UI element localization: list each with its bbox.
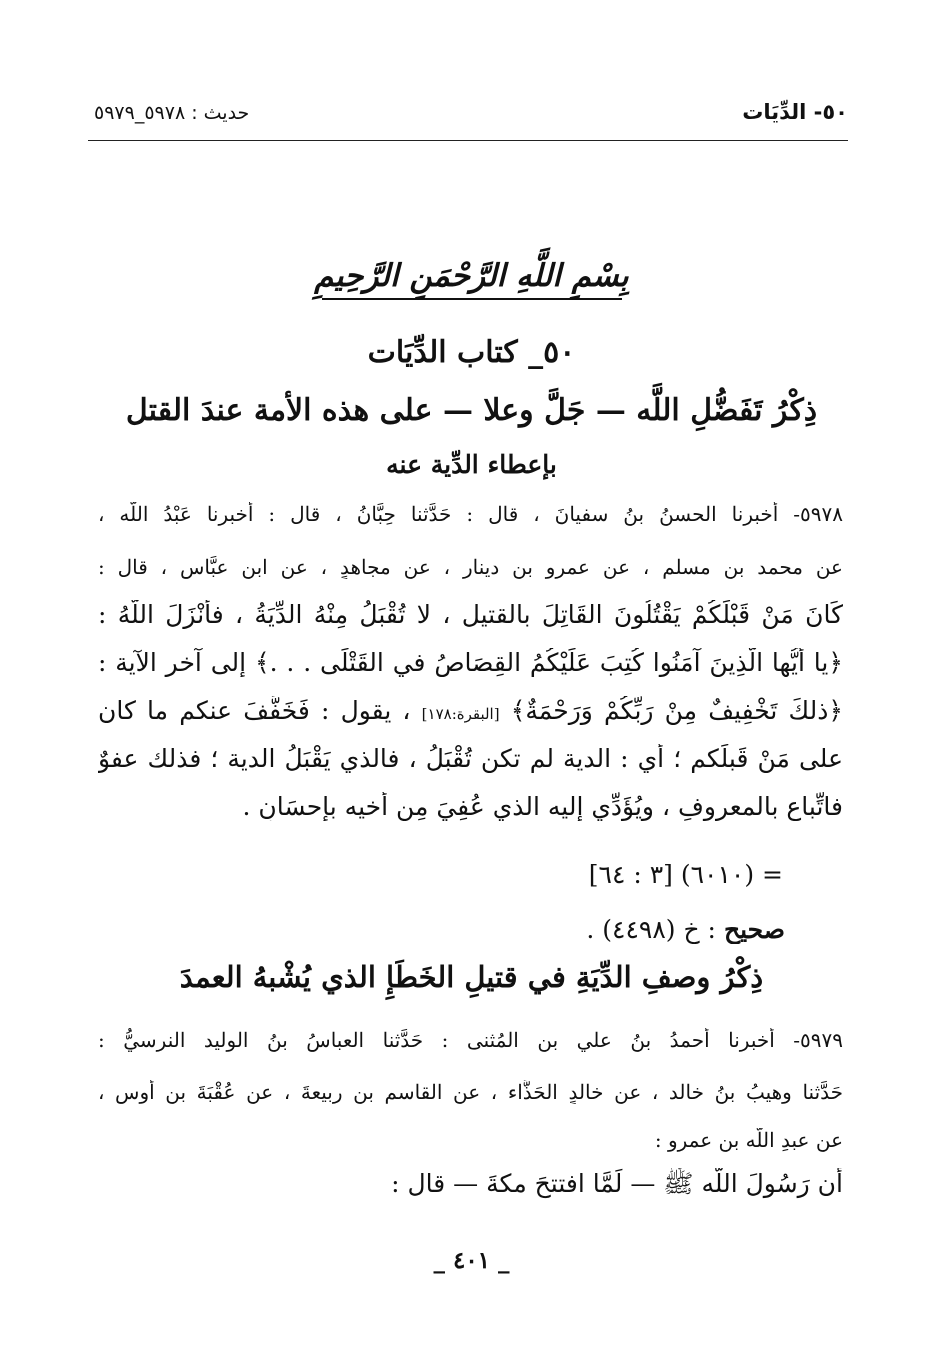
- grade-value: : خ (٤٤٩٨) .: [586, 915, 716, 944]
- running-header: [88, 100, 848, 134]
- hadith-5978-isnad-line-1: ٥٩٧٨- أخبرنا الحسنُ بنُ سفيانَ ، قال : حَدَّثنا حِبَّانُ ، قال : أخبرنا عَبْدُ اللَّه ،: [98, 502, 843, 526]
- hadith-5979-matn-line-1: أن رَسُولَ اللَّه ﷺ — لَمَّا افتتحَ مكةَ — قال :: [391, 1169, 843, 1198]
- section-title-1-continued: بإعطاء الدِّية عنه: [386, 450, 557, 479]
- hadith-5978-matn-line-1: كَانَ مَنْ قَبْلَكُمْ يَقْتُلُونَ القَاتِلَ بالقتيلِ ، لا تُقْبَلُ مِنْهُ الدِّيَةُ ، فأَنْزَلَ اللَّهُ :: [98, 600, 843, 629]
- hadith-5979-isnad-line-3: عن عبدِ اللَّه بنِ عمرو :: [654, 1128, 843, 1152]
- hadith-5978-grading: [185, 915, 785, 944]
- basmala: [0, 258, 943, 300]
- hadith-5978-matn-line-2: ﴿يا أيُّها الَّذِينَ آمَنُوا كُتِبَ عَلَيْكُمُ القِصَاصُ في القَتْلَى . . .﴾ إلى آخرِ الآية :: [98, 648, 843, 677]
- hadith-5978-matn-line-3: [98, 696, 843, 725]
- hadith-5979-isnad-line-1: ٥٩٧٩- أخبرنا أحمدُ بنُ علي بنِ المُثنى : حَدَّثنا العباسُ بنُ الوليد النرسيُّ :: [98, 1028, 843, 1052]
- book-title: ٥٠_ كتاب الدِّيَات: [367, 335, 576, 370]
- basmala-text: بِسْمِ اللَّهِ الرَّحْمَنِ الرَّحِيمِ: [314, 258, 629, 294]
- hadith-5978-matn-line-5: فاتِّباع بالمعروفِ ، ويُؤَدِّي إليه الذي عُفِيَ مِن أخيه بإحسَانٍ .: [242, 792, 843, 821]
- chapter-header: ٥٠- الدِّيَات: [742, 100, 848, 124]
- hadith-5978-matn-line-4: على مَنْ قَبلَكم ؛ أي : الدية لم تكن تُقْبَلُ ، فالذي يَقْبَلُ الدية ؛ فذلك عفوٌ: [98, 744, 843, 773]
- hadith-5978-cross-reference: = (٦٠١٠) [٣ : ٦٤]: [588, 860, 783, 889]
- hadith-5978-matn-line-3-rest: ، يقول : فَخَفَّفَ عنكم ما كان: [98, 696, 411, 725]
- quran-verse: ﴿ذلكَ تَخْفِيفٌ مِنْ رَبِّكُمْ وَرَحْمَةٌ﴾: [510, 696, 843, 725]
- grade-label: صحيح: [723, 915, 785, 944]
- hadith-range-header: حديث : ٥٩٧٨_٥٩٧٩: [94, 102, 250, 124]
- basmala-flourish: [322, 298, 622, 300]
- section-title-1: ذِكْرُ تَفَضُّلِ اللَّه — جَلَّ وعلا — على هذه الأمة عندَ القتل: [125, 393, 818, 428]
- quran-reference: [البقرة:١٧٨]: [421, 705, 500, 723]
- page-number: _ ٤٠١ _: [433, 1247, 510, 1274]
- section-title-2: ذِكْرُ وصفِ الدِّيَةِ في قتيلِ الخَطَإِ الذي يُشْبهُ العمدَ: [179, 960, 764, 994]
- header-divider: [88, 140, 848, 141]
- hadith-5979-isnad-line-2: حَدَّثنا وهيبُ بنُ خالد ، عن خالدٍ الحَذَّاء ، عن القاسمِ بنِ ربيعةَ ، عن عُقْبَةَ بنِ أوسٍ ،: [98, 1080, 843, 1104]
- hadith-5978-isnad-line-2: عن محمد بن مسلم ، عن عمرو بن دينار ، عن مجاهدٍ ، عن ابنِ عبَّاس ، قال :: [98, 555, 843, 579]
